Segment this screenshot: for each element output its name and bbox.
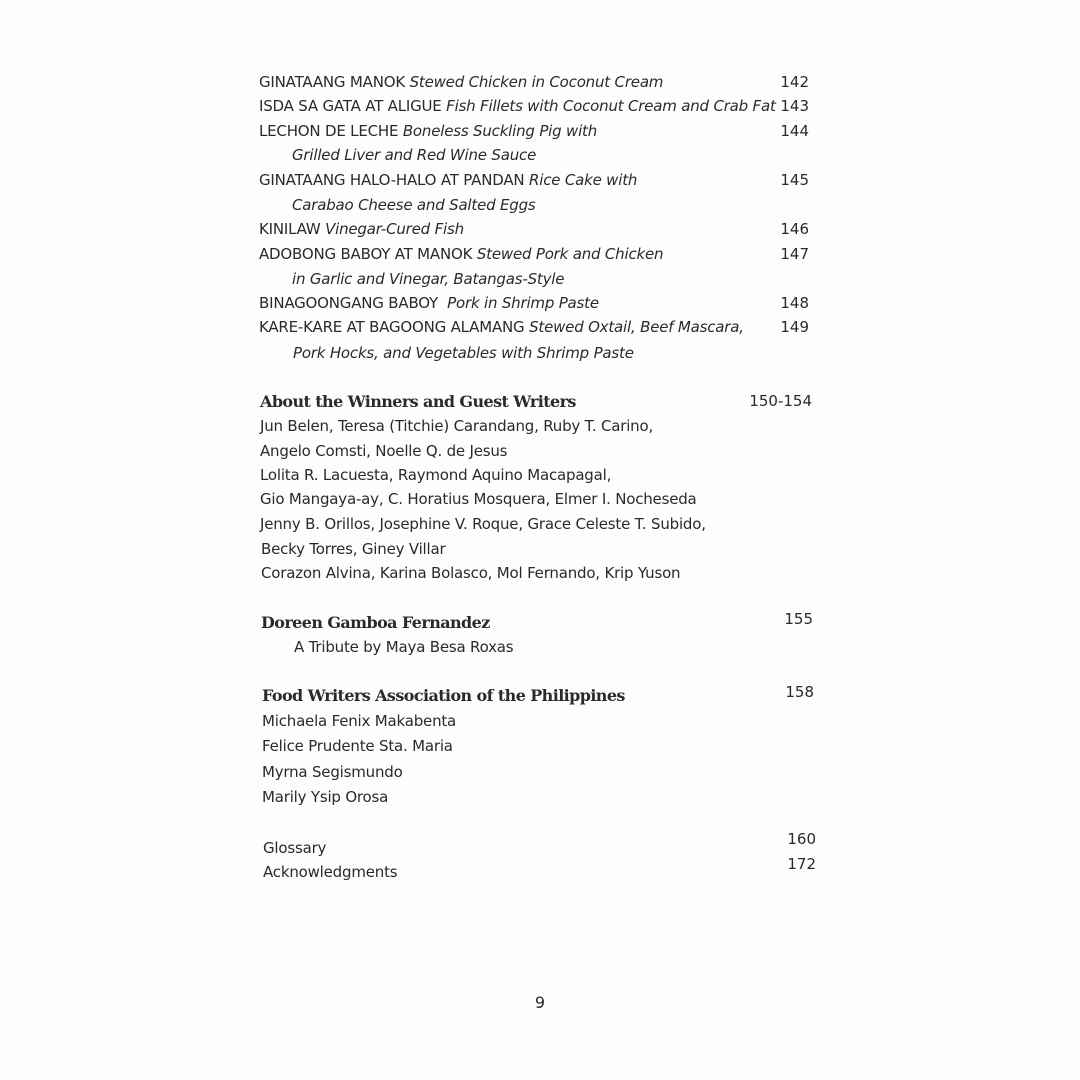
member-name: Michaela Fenix Makabenta <box>262 712 457 730</box>
page-ref: 142 <box>780 73 809 91</box>
dish-description: Fish Fillets with Coconut Cream and Crab Fat <box>446 97 776 115</box>
writer-names-line: Lolita R. Lacuesta, Raymond Aquino Macapagal, <box>260 466 612 484</box>
toc-entry-ginataang-halo-halo <box>259 171 637 189</box>
toc-entry-kare-kare <box>259 318 744 336</box>
page-number: 9 <box>534 993 546 1012</box>
dish-description: Stewed Oxtail, Beef Mascara, <box>529 318 744 336</box>
dish-name: KARE-KARE AT BAGOONG ALAMANG <box>259 318 525 336</box>
dish-description-continued: Pork Hocks, and Vegetables with Shrimp Paste <box>293 344 634 362</box>
page-ref: 148 <box>780 294 809 312</box>
toc-entry-lechon-de-leche <box>259 122 597 140</box>
page-ref: 145 <box>780 171 809 189</box>
member-name: Myrna Segismundo <box>262 763 403 781</box>
page-ref: 160 <box>787 830 816 848</box>
page-ref: 143 <box>780 97 809 115</box>
page-ref: 147 <box>780 245 809 263</box>
dish-description: Stewed Pork and Chicken <box>476 245 664 263</box>
dish-name: LECHON DE LECHE <box>259 122 399 140</box>
dish-description-continued: in Garlic and Vinegar, Batangas-Style <box>292 270 565 288</box>
writer-names-line: Becky Torres, Giney Villar <box>261 540 446 558</box>
writer-names-line: Jenny B. Orillos, Josephine V. Roque, Grace Celeste T. Subido, <box>260 515 706 533</box>
dish-name: GINATAANG HALO-HALO AT PANDAN <box>259 171 525 189</box>
page-ref: 149 <box>780 318 809 336</box>
section-heading-association: Food Writers Association of the Philippines <box>262 686 625 705</box>
dish-description-continued: Grilled Liver and Red Wine Sauce <box>292 146 537 164</box>
dish-name: BINAGOONGANG BABOY <box>259 294 439 312</box>
member-name: Felice Prudente Sta. Maria <box>262 737 453 755</box>
member-name: Marily Ysip Orosa <box>262 788 389 806</box>
toc-entry-adobong-baboy <box>259 245 663 263</box>
toc-entry-acknowledgments: Acknowledgments <box>263 863 398 881</box>
page-ref: 144 <box>780 122 809 140</box>
page-ref: 155 <box>784 610 813 628</box>
dish-name: KINILAW <box>259 220 321 238</box>
dish-description: Stewed Chicken in Coconut Cream <box>409 73 664 91</box>
writer-names-line: Corazon Alvina, Karina Bolasco, Mol Fernando, Krip Yuson <box>261 564 681 582</box>
dish-description: Pork in Shrimp Paste <box>447 294 599 312</box>
toc-entry-ginataang-manok <box>259 73 663 91</box>
dish-description-continued: Carabao Cheese and Salted Eggs <box>292 196 536 214</box>
tribute-subtitle: A Tribute by Maya Besa Roxas <box>294 638 514 656</box>
section-heading-winners: About the Winners and Guest Writers <box>260 392 576 411</box>
toc-entry-binagoongang-baboy <box>259 294 599 312</box>
dish-name: GINATAANG MANOK <box>259 73 405 91</box>
page-ref: 146 <box>780 220 809 238</box>
dish-description: Rice Cake with <box>529 171 638 189</box>
toc-entry-isda-sa-gata <box>259 97 776 115</box>
writer-names-line: Angelo Comsti, Noelle Q. de Jesus <box>260 442 508 460</box>
toc-entry-kinilaw <box>259 220 464 238</box>
dish-name: ADOBONG BABOY AT MANOK <box>259 245 473 263</box>
page-ref: 158 <box>785 683 814 701</box>
page-ref: 172 <box>787 855 816 873</box>
section-heading-tribute: Doreen Gamboa Fernandez <box>261 613 490 632</box>
writer-names-line: Jun Belen, Teresa (Titchie) Carandang, Ruby T. Carino, <box>260 417 654 435</box>
page-ref: 150-154 <box>749 392 812 410</box>
writer-names-line: Gio Mangaya-ay, C. Horatius Mosquera, Elmer I. Nocheseda <box>260 490 697 508</box>
dish-name: ISDA SA GATA AT ALIGUE <box>259 97 442 115</box>
toc-entry-glossary: Glossary <box>263 839 327 857</box>
dish-description: Boneless Suckling Pig with <box>402 122 598 140</box>
dish-description: Vinegar-Cured Fish <box>325 220 464 238</box>
